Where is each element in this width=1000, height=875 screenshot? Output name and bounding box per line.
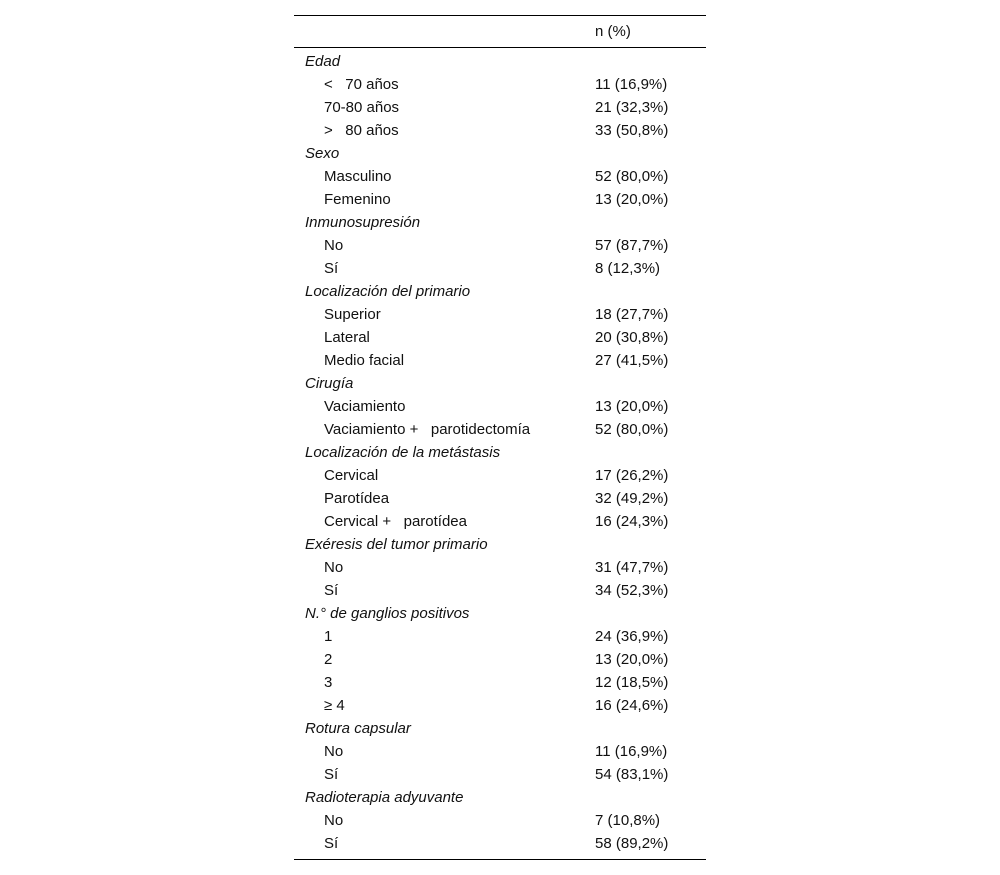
- row-label: Sí: [324, 260, 339, 277]
- row-value: 17 (26,2%): [595, 467, 669, 484]
- row-label: No: [324, 812, 344, 829]
- row-value: 13 (20,0%): [595, 398, 669, 415]
- row-value: 57 (87,7%): [595, 237, 669, 254]
- row-label: Sí: [324, 582, 339, 599]
- category-label: Edad: [305, 53, 341, 70]
- table-row: [294, 625, 706, 648]
- row-value: 32 (49,2%): [595, 490, 669, 507]
- row-label: 2: [324, 651, 333, 668]
- category-label: Inmunosupresión: [305, 214, 421, 231]
- table-category-row: [294, 786, 706, 809]
- table-row: [294, 234, 706, 257]
- table-row: [294, 694, 706, 717]
- table-row: [294, 763, 706, 786]
- row-value: 16 (24,6%): [595, 697, 669, 714]
- row-label: Lateral: [324, 329, 370, 346]
- column-header-n-percent: n (%): [595, 23, 631, 40]
- row-value: 33 (50,8%): [595, 122, 669, 139]
- table-row: [294, 257, 706, 280]
- table-category-row: [294, 142, 706, 165]
- row-value: 12 (18,5%): [595, 674, 669, 691]
- table-row: [294, 303, 706, 326]
- category-label: Localización de la metástasis: [305, 444, 501, 461]
- data-table: [294, 15, 706, 860]
- row-label: Medio facial: [324, 352, 405, 369]
- row-value: 16 (24,3%): [595, 513, 669, 530]
- row-label: > 80 años: [324, 122, 399, 139]
- table-row: [294, 349, 706, 372]
- table-row: [294, 832, 706, 855]
- table-row: [294, 73, 706, 96]
- row-value: 20 (30,8%): [595, 329, 669, 346]
- table-category-row: [294, 533, 706, 556]
- table-category-row: [294, 717, 706, 740]
- table-row: [294, 96, 706, 119]
- table-header-row: [294, 16, 706, 48]
- table-row: [294, 579, 706, 602]
- row-value: 54 (83,1%): [595, 766, 669, 783]
- row-label: 1: [324, 628, 333, 645]
- category-label: Cirugía: [305, 375, 354, 392]
- table-row: [294, 671, 706, 694]
- category-label: Rotura capsular: [305, 720, 411, 737]
- row-label: Vaciamiento + parotidectomía: [324, 421, 531, 438]
- table-category-row: [294, 211, 706, 234]
- category-label: Exéresis del tumor primario: [305, 536, 488, 553]
- row-value: 24 (36,9%): [595, 628, 669, 645]
- table-row: [294, 648, 706, 671]
- row-label: Cervical: [324, 467, 379, 484]
- category-label: Radioterapia adyuvante: [305, 789, 464, 806]
- row-label: No: [324, 237, 344, 254]
- table-category-row: [294, 441, 706, 464]
- row-label: Vaciamiento: [324, 398, 406, 415]
- table-bottom-rule: [294, 859, 706, 860]
- table-row: [294, 740, 706, 763]
- row-value: 34 (52,3%): [595, 582, 669, 599]
- row-value: 11 (16,9%): [595, 76, 668, 93]
- table-row: [294, 510, 706, 533]
- row-value: 7 (10,8%): [595, 812, 661, 829]
- row-label: 70-80 años: [324, 99, 400, 116]
- row-value: 18 (27,7%): [595, 306, 669, 323]
- table-category-row: [294, 50, 706, 73]
- row-label: Superior: [324, 306, 381, 323]
- row-label: Parotídea: [324, 490, 390, 507]
- row-value: 52 (80,0%): [595, 421, 669, 438]
- row-label: Femenino: [324, 191, 391, 208]
- row-label: < 70 años: [324, 76, 399, 93]
- table-category-row: [294, 372, 706, 395]
- table-row: [294, 556, 706, 579]
- table-body: [294, 48, 706, 855]
- table-category-row: [294, 602, 706, 625]
- row-label: 3: [324, 674, 333, 691]
- row-label: No: [324, 559, 344, 576]
- table-category-row: [294, 280, 706, 303]
- table-row: [294, 326, 706, 349]
- table-row: [294, 464, 706, 487]
- table-row: [294, 165, 706, 188]
- table-row: [294, 395, 706, 418]
- row-label: ≥ 4: [324, 697, 345, 714]
- category-label: Sexo: [305, 145, 340, 162]
- table-row: [294, 487, 706, 510]
- table-row: [294, 809, 706, 832]
- row-label: Sí: [324, 766, 339, 783]
- row-value: 13 (20,0%): [595, 651, 669, 668]
- row-label: Cervical + parotídea: [324, 513, 467, 530]
- row-value: 11 (16,9%): [595, 743, 668, 760]
- row-label: No: [324, 743, 344, 760]
- row-value: 58 (89,2%): [595, 835, 669, 852]
- row-value: 13 (20,0%): [595, 191, 669, 208]
- row-label: Sí: [324, 835, 339, 852]
- row-value: 52 (80,0%): [595, 168, 669, 185]
- row-value: 27 (41,5%): [595, 352, 669, 369]
- row-label: Masculino: [324, 168, 392, 185]
- row-value: 31 (47,7%): [595, 559, 669, 576]
- row-value: 8 (12,3%): [595, 260, 661, 277]
- category-label: Localización del primario: [305, 283, 471, 300]
- table-row: [294, 119, 706, 142]
- table-row: [294, 188, 706, 211]
- category-label: N.° de ganglios positivos: [305, 605, 470, 622]
- table-row: [294, 418, 706, 441]
- row-value: 21 (32,3%): [595, 99, 669, 116]
